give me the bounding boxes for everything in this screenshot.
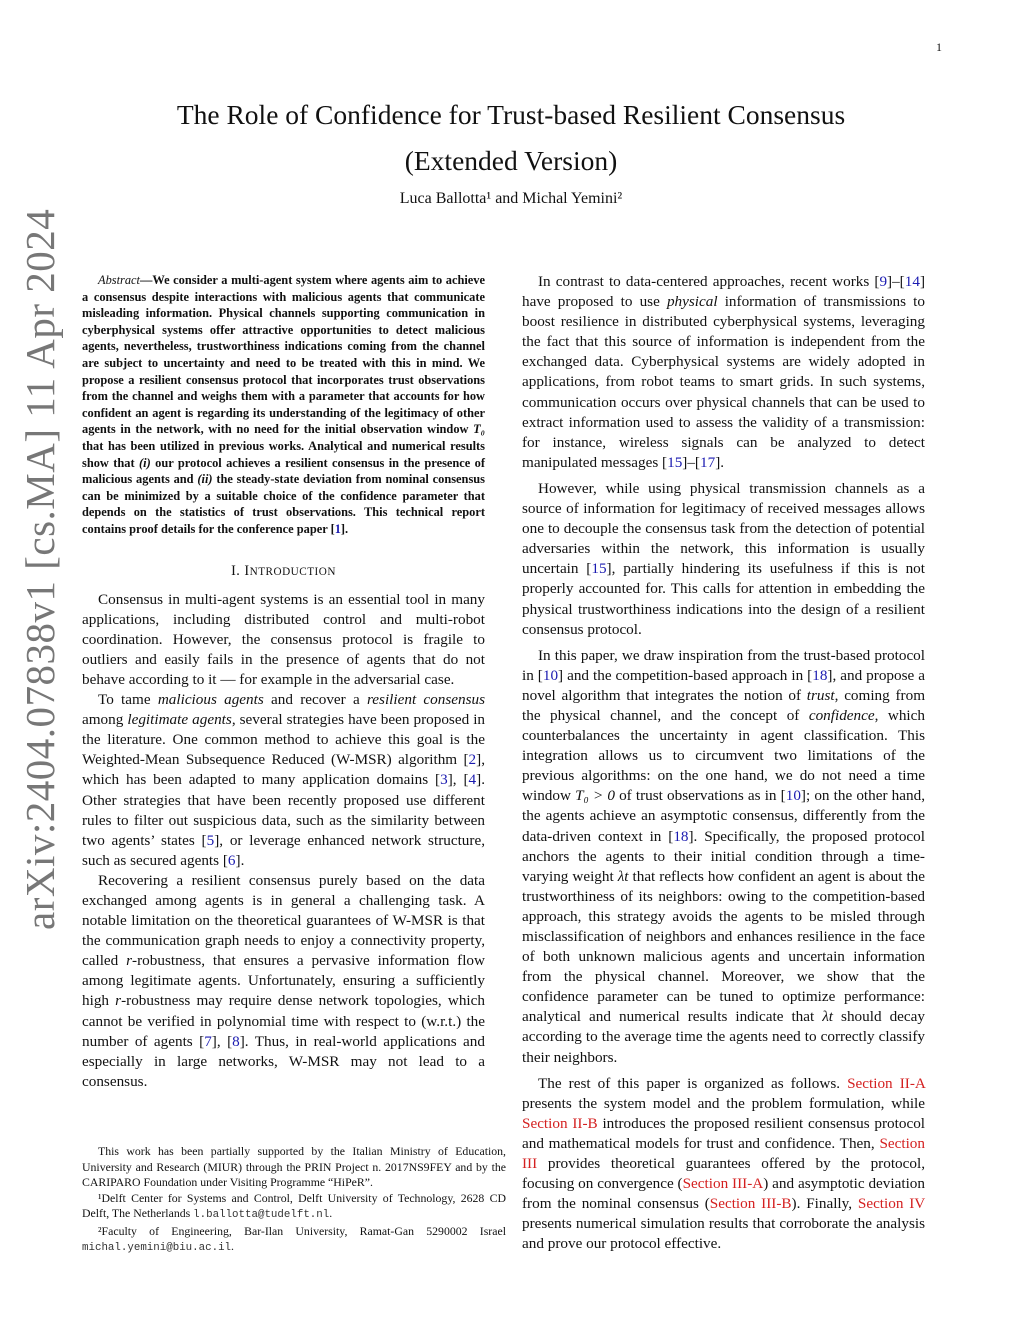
abstract-text: —We consider a multi-agent system where agents aim to achieve a consensus despite interactions with malicious agents that communicate misleading information. Physical channels supporting communication in cyberphysical systems offer attractive opportunities to detect malicious agents, nevertheless, trustworthiness indications coming from the channel are subject to uncertainty and need to be treated with this in mind. We propose a resilient consensus protocol that incorporates trust observations from the channel and weighs them with a parameter that accounts for how confident an agent is regarding its understanding of the legitimacy of other agents in the network, with no need for the initial observation window: [82, 273, 485, 437]
text: ]. Thus, in real-world applications and especially in large networks, W-MSR may not lead to a consensus.: [82, 1032, 485, 1090]
math-t0-inequality: T₀ > 0: [575, 787, 615, 805]
intro-paragraph-4: [522, 272, 925, 473]
text: ]. Specifically, the proposed protocol anchors the agents to their initial condition through a time-varying weight: [522, 827, 925, 885]
text: , which counterbalances the uncertainty in agent classification. This integration allows us to circumvent two limitations of the previous algorithms: on the one hand, we do not need a time window: [522, 706, 925, 805]
citation-link[interactable]: 9: [879, 273, 888, 290]
text: presents numerical simulation results that corroborate the analysis and prove our protocol effective.: [522, 1215, 925, 1253]
paper-title: [100, 92, 922, 184]
abstract-item-ii: (ii): [197, 472, 213, 487]
citation-link[interactable]: 6: [227, 851, 236, 869]
text: ]–[: [887, 273, 905, 290]
citation-link[interactable]: 14: [904, 273, 920, 290]
math-lambda-t: λt: [617, 867, 629, 885]
text: , several strategies have been proposed in the literature. One common method to achieve this goal is the Weighted-Mean Subsequence Reduced (W-MSR) algorithm [: [82, 711, 486, 769]
title-line-2: (Extended Version): [404, 145, 618, 176]
text: Recovering a resilient consensus purely based on the data exchanged among agents is in general a challenging task. A notable limitation on the theoretical guarantees of W-MSR is that the communication graph needs to enjoy a connectivity property, called: [82, 871, 485, 970]
abstract-text: our protocol achieves a resilient consensus in the presence of malicious agents and: [82, 455, 486, 487]
text: ] and the competition-based approach in [: [558, 666, 813, 684]
emphasis: physical: [666, 293, 718, 311]
author-list: Luca Ballotta¹ and Michal Yemini²: [399, 190, 623, 207]
citation-link[interactable]: 18: [812, 666, 828, 684]
text: In contrast to data-centered approaches, recent works [: [538, 273, 880, 290]
citation-link[interactable]: 7: [204, 1032, 212, 1050]
citation-link[interactable]: 8: [232, 1032, 240, 1050]
text: ) and asymptotic deviation from the nominal consensus (: [522, 1175, 925, 1213]
emphasis: malicious agents: [157, 691, 264, 709]
section-link[interactable]: Section III-B: [709, 1195, 792, 1213]
funding-footnote: This work has been partially supported by the Italian Ministry of Education, University and Research (MIUR) through the PRIN Project n. 2017NS9FEY and by the CARIPARO Foundation under Visiting Programme “HiPeR”.: [82, 1144, 506, 1189]
text: and recover a: [263, 691, 367, 709]
text: ]–[: [682, 453, 700, 471]
emphasis: trust: [806, 686, 835, 704]
section-title-initial: I: [244, 562, 250, 579]
math-lambda-t: λt: [822, 1008, 834, 1026]
intro-paragraph-6: [522, 646, 925, 1068]
intro-paragraph-1: Consensus in multi-agent systems is an essential tool in many applications, including distributed control and multi-robot coordination. However, the consensus protocol is fragile to outliers and easily fails in the presence of agents that do not behave according to it — for example in the adversarial case.: [82, 590, 485, 688]
text: .: [329, 1206, 333, 1220]
emphasis: confidence: [808, 706, 875, 724]
abstract: [82, 272, 485, 538]
intro-paragraph-2: [82, 690, 485, 871]
text: ], [: [447, 771, 469, 789]
text: -robustness, that ensures a pervasive information flow among legitimate agents. Unfortunately, ensuring a sufficiently high: [82, 952, 485, 1010]
abstract-text: ].: [340, 521, 349, 536]
citation-link[interactable]: 15: [591, 560, 607, 578]
text: ]; on the other hand, the agents achieve an asymptotic consensus, differently from the data-driven context in [: [522, 787, 926, 845]
arxiv-identifier-sidebar: arXiv:2404.07838v1 [cs.MA] 11 Apr 2024: [17, 208, 63, 930]
intro-paragraph-5: [522, 479, 925, 640]
math-r: r: [126, 952, 133, 970]
text: ], partially hindering its usefulness if this is not properly accounted for. This calls for attention in embedding the physical trustworthiness indications into the design of a resilient consensus protocol.: [522, 560, 925, 638]
intro-paragraph-3: [82, 871, 485, 1092]
text: ], [: [211, 1032, 233, 1050]
abstract-text: that has been utilized in previous works. Analytical and numerical results show that: [82, 438, 485, 470]
title-line-1: The Role of Confidence for Trust-based Resilient Consensus: [176, 99, 846, 130]
text: of trust observations as in [: [614, 787, 786, 805]
math-r: r: [115, 992, 122, 1010]
math-t0: T₀: [473, 422, 485, 437]
text: To tame: [98, 691, 158, 709]
left-column: [82, 272, 485, 1092]
text: provides theoretical guarantees offered by the protocol, focusing on convergence (: [522, 1155, 925, 1193]
intro-paragraph-7: [522, 1074, 925, 1255]
text: ], or leverage enhanced network structure, such as secured agents [: [82, 831, 485, 869]
text: , coming from the physical channel, and the concept of: [522, 686, 926, 724]
affiliation-footnote-1: [82, 1191, 506, 1224]
text: In this paper, we draw inspiration from the trust-based protocol in [: [522, 646, 925, 684]
text: introduces the proposed resilient consensus protocol and mathematical models for trust and confidence. Then,: [522, 1114, 926, 1152]
text: presents the system model and the problem formulation, while: [522, 1094, 925, 1112]
text: among: [82, 711, 128, 729]
citation-link[interactable]: 17: [700, 453, 716, 471]
text: ].: [235, 851, 245, 869]
section-number: I.: [231, 562, 245, 579]
text: that reflects how confident an agent is about the trustworthiness of its neighbors: owing to the competition-based approach, this strategy avoids the agents to be misled through misclassification of neighbors and enhances resilience in the face of both unknown malicious agents and uncertain information from the physical channel. Moreover, we show that the confidence parameter can be tuned to optimize performance: analytical and numerical results indicate that: [522, 867, 925, 1026]
abstract-item-i: (i): [139, 455, 151, 470]
section-link[interactable]: Section III: [522, 1134, 925, 1173]
abstract-label: Abstract: [98, 273, 140, 287]
section-link[interactable]: Section II-A: [847, 1074, 926, 1092]
email-link[interactable]: l.ballotta@tudelft.nl: [193, 1209, 330, 1221]
abstract-text: the steady-state deviation from nominal consensus can be minimized by a suitable choice of the confidence parameter that depends on the statistics of trust observations. This technical report contains proof details for the conference paper [: [82, 472, 485, 536]
citation-link[interactable]: 5: [206, 831, 215, 849]
right-column: [522, 272, 925, 1261]
text: ]. Other strategies that have been recently proposed use different rules to filter out suspicious data, such as the similarity between two agents’ states [: [82, 771, 485, 849]
citation-link[interactable]: 10: [785, 787, 801, 805]
section-link[interactable]: Section II-B: [522, 1114, 598, 1132]
page-number: 1: [936, 40, 942, 54]
section-heading-introduction: [82, 561, 485, 582]
footnotes: [82, 1144, 506, 1257]
text: However, while using physical transmission channels as a source of information for legitimacy of received messages allows one to decouple the consensus task from the detection of potential adversaries within the network, this information is usually uncertain [: [522, 479, 925, 578]
citation-link[interactable]: 18: [673, 827, 689, 845]
citation-link[interactable]: 4: [468, 771, 477, 789]
email-link[interactable]: michal.yemini@biu.ac.il: [82, 1242, 232, 1254]
text: ], which has been adapted to many application domains [: [82, 751, 485, 789]
section-title-rest: NTRODUCTION: [249, 565, 336, 578]
text: The rest of this paper is organized as follows.: [538, 1074, 848, 1092]
emphasis: legitimate agents: [127, 711, 232, 729]
text: ], and propose a novel algorithm that integrates the notion of: [522, 666, 925, 704]
text: ²Faculty of Engineering, Bar-Ilan University, Ramat-Gan 5290002 Israel: [98, 1223, 506, 1238]
citation-link[interactable]: 2: [468, 751, 477, 769]
text: should decay according to the average time the agents need to correctly classify their neighbors.: [522, 1008, 925, 1066]
citation-link[interactable]: 15: [667, 453, 683, 471]
citation-link[interactable]: 10: [542, 666, 559, 684]
citation-link[interactable]: 3: [440, 771, 448, 789]
text: information of transmissions to boost resilience in distributed cyberphysical systems, leveraging the fact that this source of information is independent from the exchanged data. Cyberphysical systems are widely adopted in applications, from robot teams to smart grids. In such systems, communication occurs over physical channels that can be used to extract information used to assess the validity of a transmission: for instance, wireless signals can be analyzed to detect manipulated messages [: [522, 293, 925, 471]
section-link[interactable]: Section III-A: [682, 1175, 764, 1193]
text: .: [231, 1239, 234, 1253]
text: ¹Delft Center for Systems and Control, Delft University of Technology, 2628 CD Delft, The Netherlands: [82, 1190, 506, 1220]
emphasis: resilient consensus: [366, 691, 485, 709]
section-link[interactable]: Section IV: [857, 1195, 926, 1213]
text: ] have proposed to use: [522, 273, 925, 311]
citation-link[interactable]: 1: [334, 521, 341, 536]
text: ].: [715, 453, 725, 471]
text: ). Finally,: [791, 1195, 858, 1213]
text: -robustness may require dense network topologies, which cannot be verified in polynomial time with respect to (w.r.t.) the number of agents [: [82, 992, 485, 1050]
affiliation-footnote-2: [82, 1224, 506, 1257]
